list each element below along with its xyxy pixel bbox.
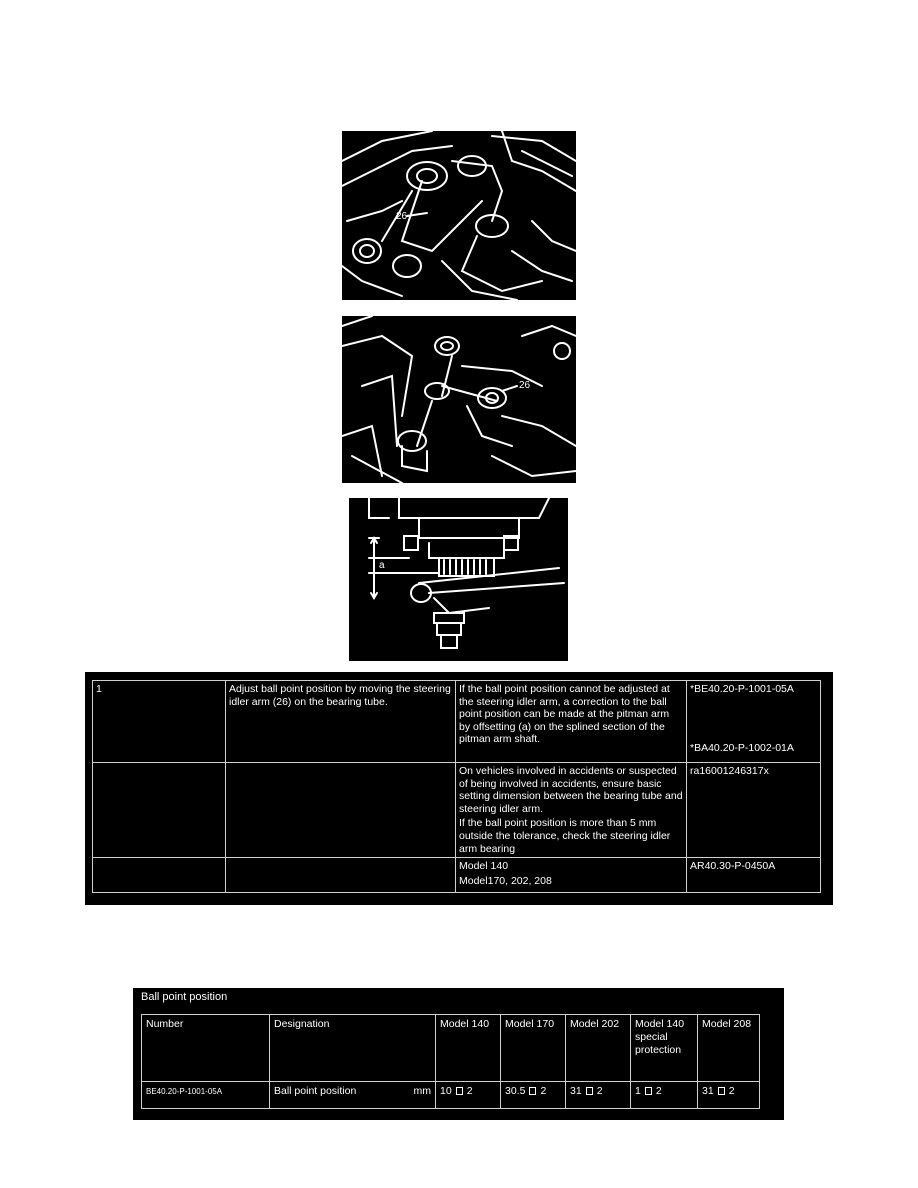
idler-arm-illustration-2 [342, 316, 576, 483]
header-model-208: Model 208 [698, 1015, 760, 1082]
step-notes: Model 140 Model170, 202, 208 [456, 858, 687, 893]
step-number [93, 858, 226, 893]
reference-link[interactable]: AR40.30-P-0450A [690, 860, 776, 873]
pitman-arm-offset-illustration [349, 498, 568, 661]
cell-model-140: 10 2 [436, 1082, 501, 1109]
reference-link[interactable]: *BA40.20-P-1002-01A [690, 741, 794, 754]
reference-link[interactable]: *BE40.20-P-1001-05A [690, 683, 794, 695]
figure-1-callout: 26 [396, 211, 408, 222]
cell-model-140-special: 1 2 [631, 1082, 698, 1109]
plus-minus-icon [645, 1087, 652, 1095]
plus-minus-icon [718, 1087, 725, 1095]
cell-model-170: 30.5 2 [501, 1082, 566, 1109]
reference-link[interactable]: ra16001246317x [690, 765, 769, 777]
plus-minus-icon [586, 1087, 593, 1095]
header-model-140-special: Model 140 special protection [631, 1015, 698, 1082]
step-action [226, 763, 456, 858]
step-notes: If the ball point position cannot be adjusted at the steering idler arm, a correction to the ball point position can be made at the pitman arm by offsetting (a) on the splined section of the pitman arm shaft. [456, 681, 687, 763]
cell-number [142, 1082, 270, 1109]
table-row [93, 763, 821, 858]
cell-designation: Ball point position mm [270, 1082, 436, 1109]
figure-3-callout: a [379, 560, 385, 571]
cell-model-202: 31 2 [566, 1082, 631, 1109]
procedure-table [85, 672, 833, 905]
header-model-170: Model 170 [501, 1015, 566, 1082]
step-number: 1 [93, 681, 226, 763]
reference-link[interactable]: BE40.20-P-1001-05A [146, 1087, 223, 1096]
header-model-140: Model 140 [436, 1015, 501, 1082]
step-refs [687, 763, 821, 858]
step-notes: On vehicles involved in accidents or suspected of being involved in accidents, ensure basic setting dimension between the bearing tube and steering idler arm. If the ball point position is more than 5 mm outside the tolerance, check the steering idler arm bearing [456, 763, 687, 858]
figure-2-callout: 26 [519, 380, 531, 391]
table-row [93, 858, 821, 893]
cell-model-208: 31 2 [698, 1082, 760, 1109]
plus-minus-icon [529, 1087, 536, 1095]
table-header-row [142, 1015, 760, 1082]
step-action [226, 858, 456, 893]
unit: mm [413, 1085, 431, 1097]
step-refs [687, 681, 821, 763]
table-row [93, 681, 821, 763]
header-designation: Designation [270, 1015, 436, 1082]
table-row [142, 1082, 760, 1109]
header-number: Number [142, 1015, 270, 1082]
step-action: Adjust ball point position by moving the steering idler arm (26) on the bearing tube. [226, 681, 456, 763]
ball-point-position-table [133, 988, 784, 1120]
header-model-202: Model 202 [566, 1015, 631, 1082]
table-title: Ball point position [141, 991, 228, 1003]
idler-arm-illustration-1 [342, 131, 576, 300]
step-number [93, 763, 226, 858]
step-refs [687, 858, 821, 893]
plus-minus-icon [456, 1087, 463, 1095]
